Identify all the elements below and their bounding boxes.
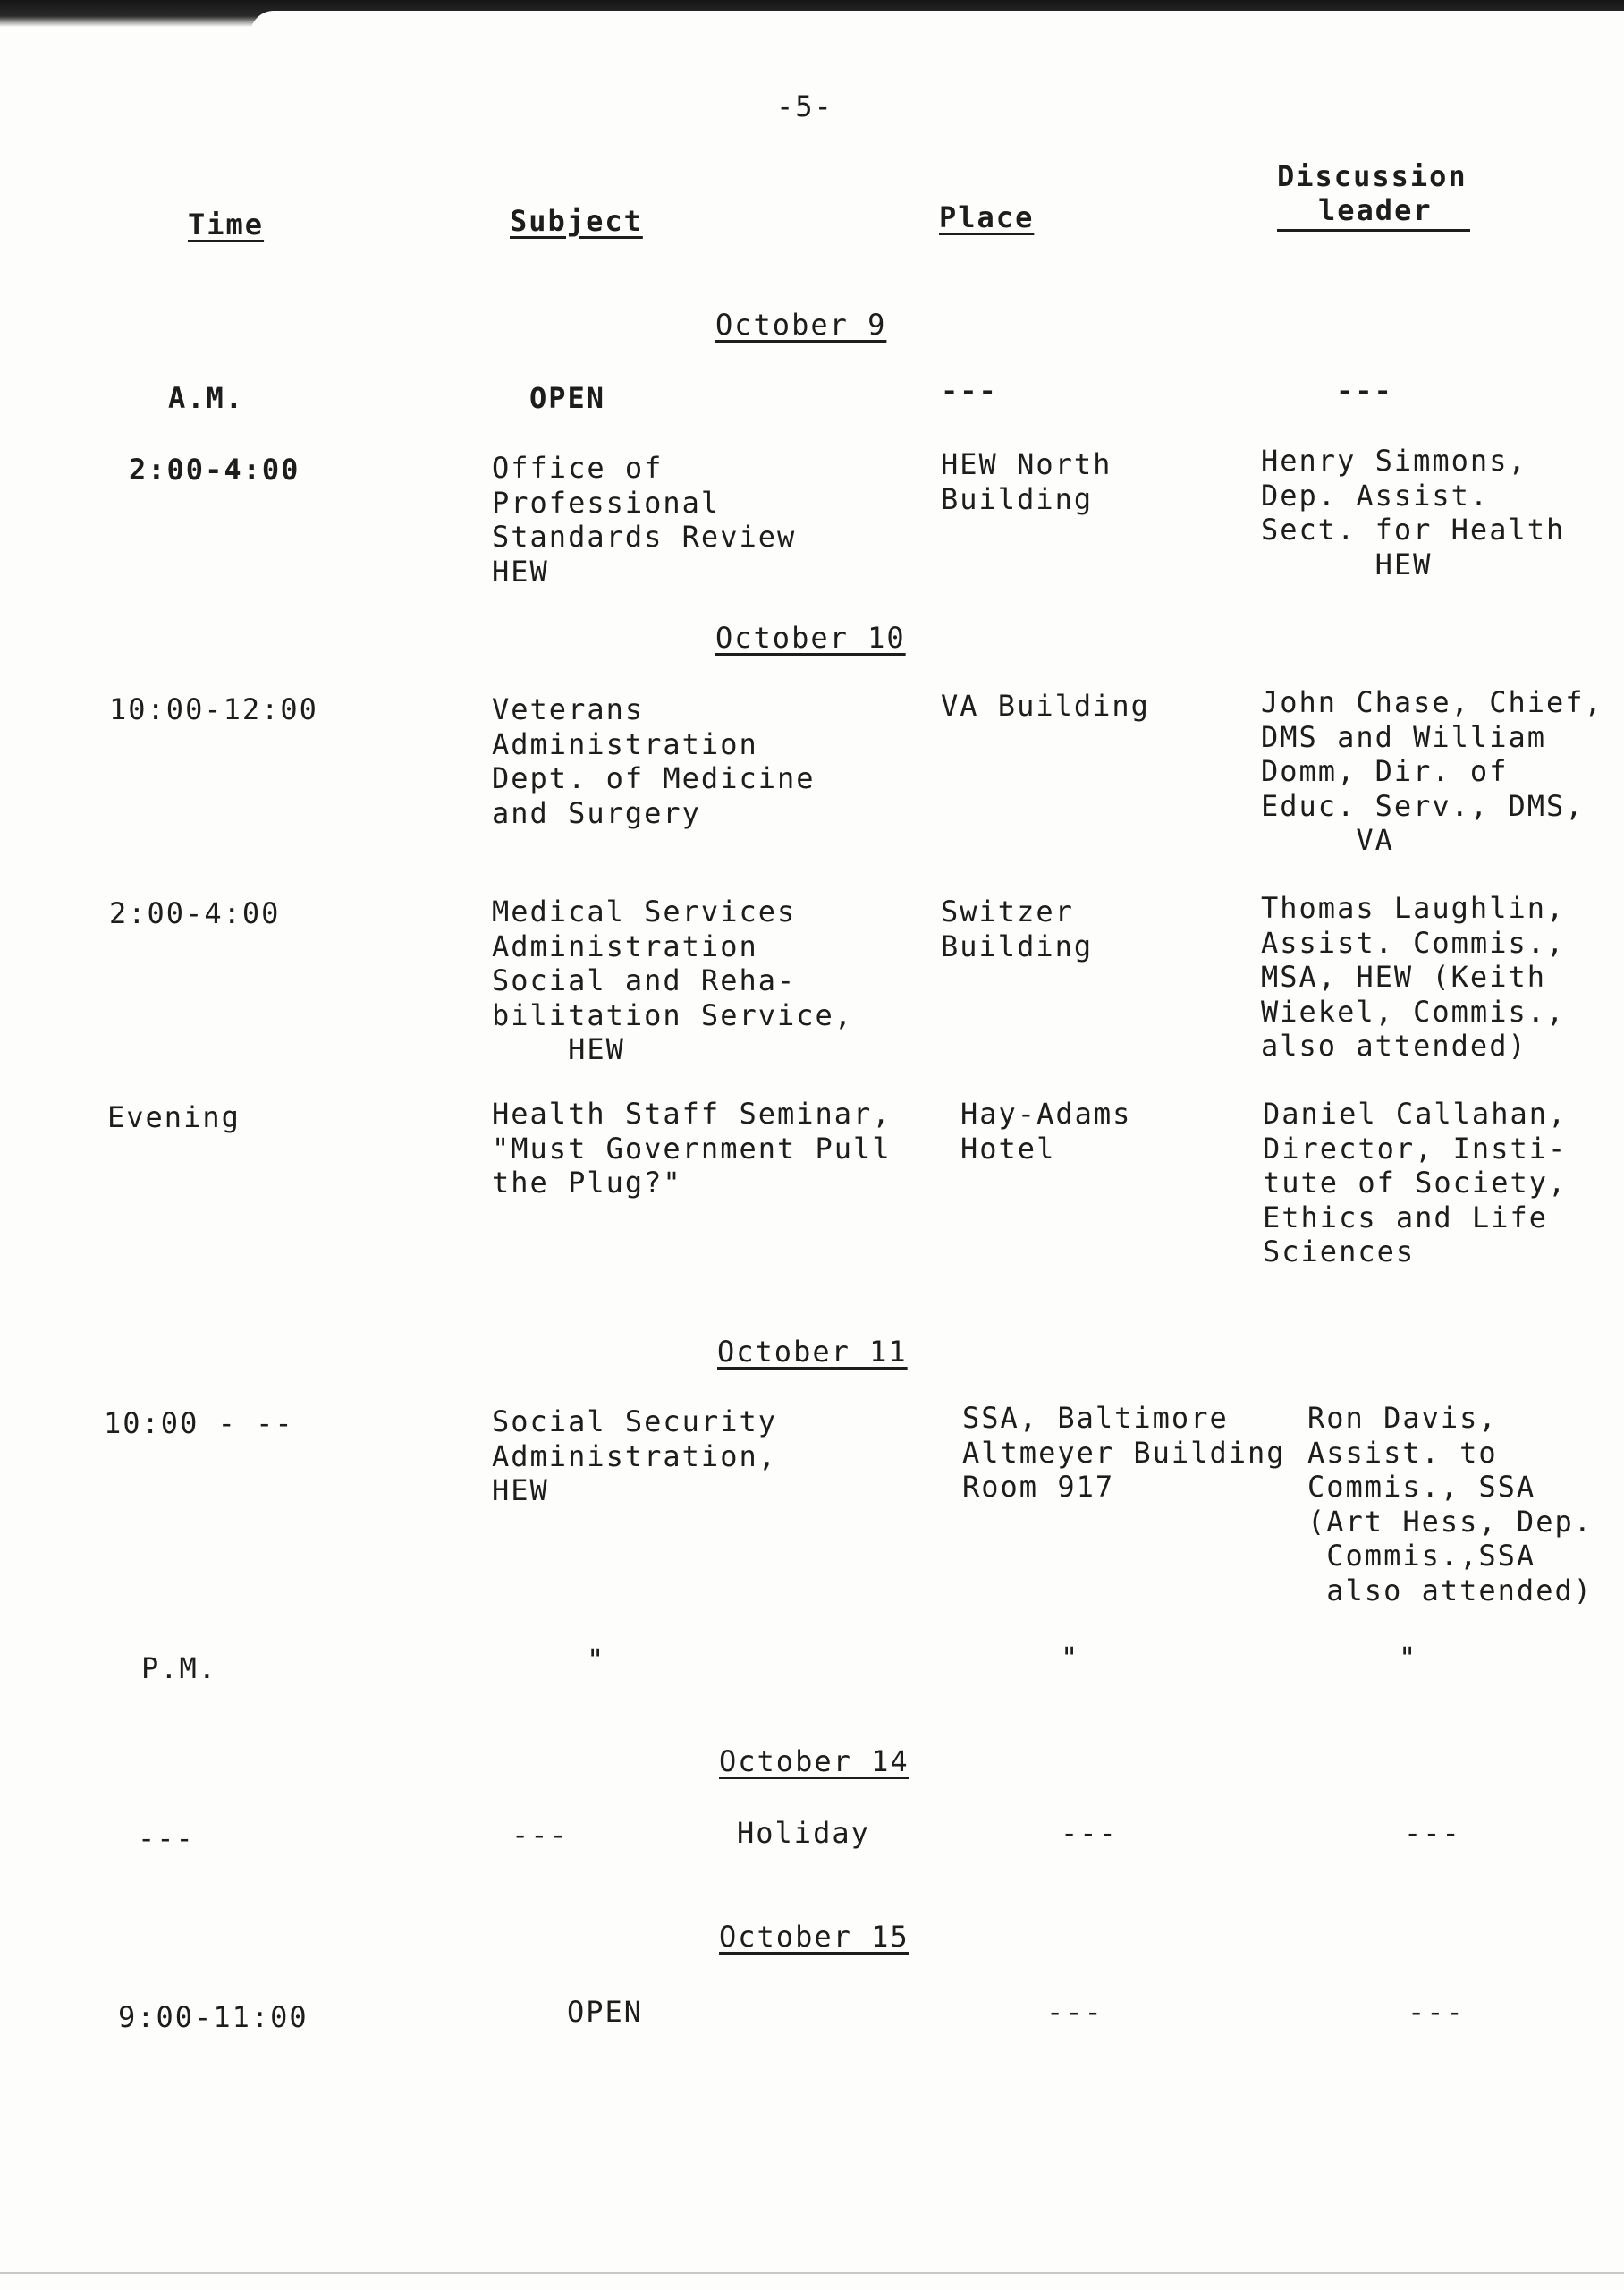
row-place: --- [1046,1995,1104,2029]
row-time: A.M. [168,381,245,415]
date-heading: October 11 [717,1335,908,1369]
row-subject: OPEN [529,381,606,415]
row-subject: OPEN [567,1995,644,2029]
row-place: SSA, Baltimore Altmeyer Building Room 917 [962,1401,1286,1504]
row-place: VA Building [941,689,1150,723]
row-leader: " [1399,1641,1418,1675]
row-leader: John Chase, Chief, DMS and William Domm, Dir. of Educ. Serv., DMS, VA [1261,685,1603,857]
date-heading: October 9 [715,308,887,342]
row-place: Switzer Building [941,895,1094,963]
date-heading: October 14 [719,1744,909,1778]
row-time: 9:00-11:00 [118,2000,309,2034]
row-time: Evening [107,1100,241,1134]
row-leader: Ron Davis, Assist. to Commis., SSA (Art Hess, Dep. Commis.,SSA also attended) [1307,1401,1593,1607]
row-subject: " [587,1642,606,1676]
row-time: 10:00-12:00 [109,692,318,726]
row-leader: --- [1404,1816,1461,1850]
row-place: Hay-Adams Hotel [960,1097,1132,1166]
row-subject: --- [512,1818,569,1852]
row-subject: Veterans Administration Dept. of Medicine and Surgery [492,692,816,830]
header-place: Place [939,200,1035,234]
row-place: " [1061,1641,1080,1675]
row-leader: --- [1336,374,1393,408]
scan-bottom-edge [0,2272,1624,2274]
row-time: 2:00-4:00 [109,896,281,930]
row-subject: Health Staff Seminar, "Must Government Pull the Plug?" [492,1097,892,1200]
row-time: 10:00 - -- [104,1406,294,1440]
row-subject: Social Security Administration, HEW [492,1404,777,1507]
row-time: 2:00-4:00 [129,453,300,487]
row-leader: Henry Simmons, Dep. Assist. Sect. for Health HEW [1261,444,1566,581]
row-leader: --- [1408,1995,1465,2029]
row-subject: Medical Services Administration Social and Reha- bilitation Service, HEW [492,895,854,1066]
row-leader: Daniel Callahan, Director, Insti- tute of Society, Ethics and Life Sciences [1263,1097,1568,1268]
header-leader-line2: leader [1318,193,1433,227]
page-number: -5- [776,89,833,123]
row-place: HEW North Building [941,447,1112,516]
row-note: Holiday [737,1816,870,1850]
header-time: Time [188,208,265,242]
row-time: --- [138,1821,195,1855]
row-place: --- [1061,1816,1118,1850]
row-place: --- [941,374,998,408]
row-leader: Thomas Laughlin, Assist. Commis., MSA, HEW (Keith Wiekel, Commis., also attended) [1261,891,1566,1063]
header-leader-line1: Discussion [1277,159,1468,193]
header-leader-underline [1277,229,1470,232]
date-heading: October 15 [719,1920,909,1954]
row-subject: Office of Professional Standards Review HEW [492,451,797,589]
header-subject: Subject [510,204,643,238]
scan-top-edge-cut [250,11,1624,34]
date-heading: October 10 [715,621,906,655]
row-time: P.M. [141,1651,218,1685]
